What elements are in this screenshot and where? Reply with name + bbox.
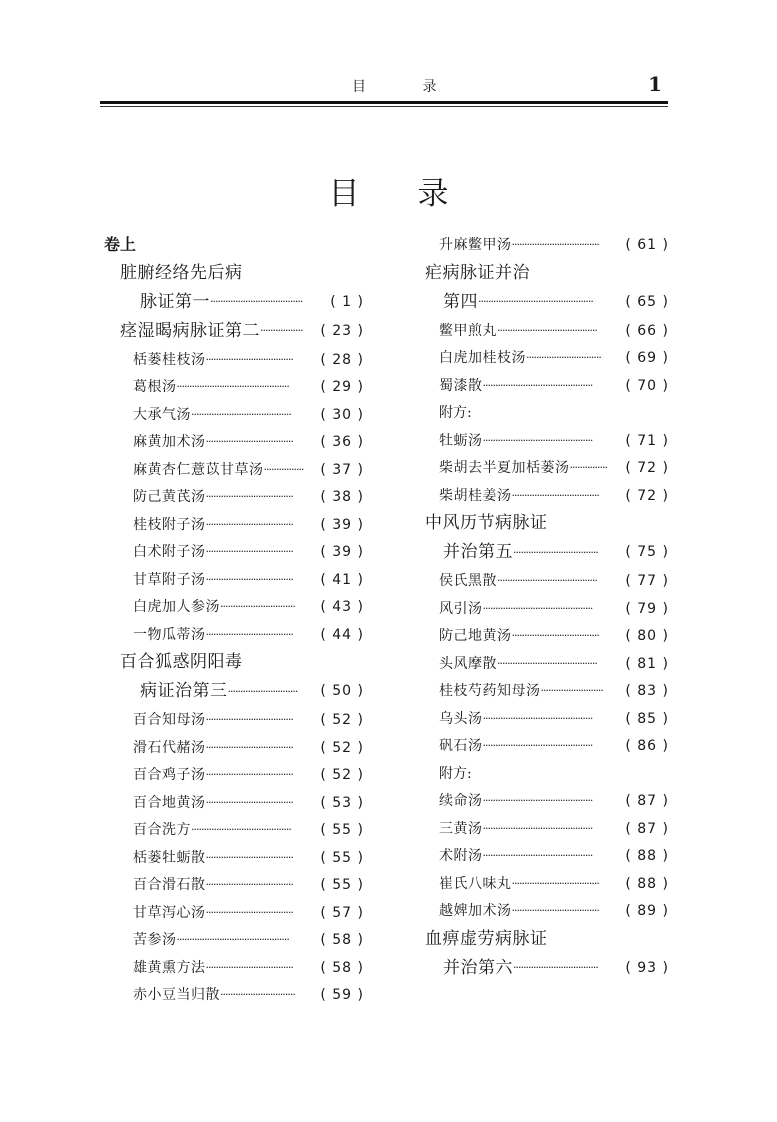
toc-entry-page: ( 75 ) bbox=[625, 544, 669, 560]
toc-entry-title bbox=[439, 347, 601, 369]
toc-entry-page: ( 65 ) bbox=[625, 293, 669, 310]
toc-entry-title-text: 滑石代赭汤 bbox=[133, 739, 206, 756]
header-rule-thin bbox=[100, 106, 668, 107]
dot-leader: ··································· bbox=[205, 905, 293, 919]
toc-entry-title-text: 防己黄芪汤 bbox=[133, 489, 206, 505]
toc-entry bbox=[423, 232, 669, 260]
dot-leader: ··············· bbox=[569, 461, 607, 474]
toc-entry-title bbox=[133, 764, 293, 786]
toc-entry-title-text: 白虎加人参汤 bbox=[133, 599, 220, 615]
dot-leader: ······························ bbox=[220, 988, 295, 1001]
toc-entry-title bbox=[425, 928, 548, 950]
toc-entry-title-text: 苦参汤 bbox=[133, 932, 177, 948]
toc-entry bbox=[104, 678, 364, 707]
toc-entry-page: ( 52 ) bbox=[320, 739, 364, 756]
dot-leader: ············································ bbox=[482, 378, 593, 392]
toc-entry-title bbox=[439, 790, 592, 812]
toc-entry-title bbox=[133, 792, 293, 814]
toc-entry bbox=[104, 845, 364, 873]
toc-entry-title bbox=[133, 541, 293, 563]
toc-entry-title-text: 风引汤 bbox=[439, 600, 483, 617]
dot-leader: ············································ bbox=[482, 601, 593, 615]
toc-entry-title-text: 头风摩散 bbox=[439, 655, 497, 672]
toc-entry-title bbox=[133, 847, 293, 869]
toc-entry-title-text: 百合滑石散 bbox=[133, 877, 206, 893]
dot-leader: ···························· bbox=[227, 684, 298, 698]
toc-entry bbox=[423, 788, 669, 816]
toc-entry bbox=[423, 706, 669, 734]
toc-entry-page: ( 87 ) bbox=[625, 820, 669, 837]
dot-leader: ················· bbox=[260, 324, 303, 337]
toc-entry-title-text: 附方: bbox=[439, 405, 472, 421]
toc-entry-title bbox=[425, 262, 530, 284]
toc-entry-title-text: 矾石汤 bbox=[439, 738, 483, 754]
toc-entry bbox=[104, 484, 364, 512]
toc-entry-title-text: 柴胡桂姜汤 bbox=[439, 487, 512, 504]
toc-entry-title-text: 栝蒌桂枝汤 bbox=[133, 351, 206, 368]
toc-entry bbox=[423, 898, 669, 926]
toc-entry bbox=[423, 483, 669, 511]
toc-entry-title-text: 甘草附子汤 bbox=[133, 571, 206, 588]
toc-entry-page: ( 55 ) bbox=[320, 822, 364, 838]
toc-entry bbox=[104, 347, 364, 375]
toc-entry-title-text: 续命汤 bbox=[439, 793, 483, 809]
toc-entry-page: ( 1 ) bbox=[330, 293, 364, 310]
toc-entry-title-text: 升麻鳖甲汤 bbox=[439, 237, 512, 253]
toc-entry-title bbox=[439, 818, 592, 840]
dot-leader: ·································· bbox=[513, 961, 598, 974]
toc-entry bbox=[423, 871, 669, 899]
toc-entry-page: ( 70 ) bbox=[625, 377, 669, 394]
toc-entry bbox=[104, 955, 364, 983]
toc-entry-page: ( 43 ) bbox=[320, 599, 364, 615]
toc-entry bbox=[104, 872, 364, 900]
toc-entry-page: ( 58 ) bbox=[320, 932, 364, 948]
toc-entry-title-text: 百合狐惑阴阳毒 bbox=[120, 652, 243, 672]
dot-leader: ········································ bbox=[191, 823, 291, 836]
toc-entry-title-text: 血痹虚劳病脉证 bbox=[425, 928, 548, 949]
toc-entry-title bbox=[133, 902, 293, 924]
dot-leader: ············································ bbox=[482, 821, 593, 835]
running-title: 目 录 bbox=[352, 79, 463, 95]
dot-leader: ········································ bbox=[497, 323, 597, 337]
dot-leader: ··································· bbox=[205, 435, 293, 448]
toc-entry-title-text: 中风历节病脉证 bbox=[425, 513, 548, 533]
toc-entry-title bbox=[120, 320, 302, 343]
page-number: 1 bbox=[648, 72, 662, 96]
toc-entry bbox=[423, 678, 669, 706]
toc-entry-page: ( 36 ) bbox=[320, 434, 364, 450]
toc-entry bbox=[423, 289, 669, 318]
toc-entry-title-text: 脏腑经络先后病 bbox=[120, 262, 243, 283]
dot-leader: ············································ bbox=[482, 849, 593, 862]
toc-entry-page: ( 79 ) bbox=[625, 600, 669, 617]
dot-leader: ··································· bbox=[511, 876, 599, 890]
toc-entry bbox=[104, 622, 364, 650]
toc-entry-title-text: 白术附子汤 bbox=[133, 544, 206, 560]
toc-entry-page: ( 55 ) bbox=[320, 849, 364, 866]
toc-entry bbox=[423, 651, 669, 679]
toc-entry-title bbox=[425, 512, 548, 534]
toc-entry-page: ( 39 ) bbox=[320, 516, 364, 533]
toc-entry bbox=[423, 539, 669, 568]
toc-entry-page: ( 30 ) bbox=[320, 406, 364, 423]
toc-entry-title bbox=[439, 570, 597, 592]
toc-entry-title bbox=[133, 957, 293, 979]
toc-entry bbox=[423, 455, 669, 483]
toc-entry-title-text: 桂枝附子汤 bbox=[133, 516, 206, 533]
toc-entry-page: ( 37 ) bbox=[320, 461, 364, 478]
toc-entry-page: ( 41 ) bbox=[320, 571, 364, 588]
toc-entry-title bbox=[439, 320, 597, 342]
dot-leader: ··································· bbox=[205, 572, 293, 586]
toc-entry-title bbox=[133, 709, 293, 731]
toc-entry-title bbox=[133, 569, 293, 591]
toc-entry-page: ( 38 ) bbox=[320, 489, 364, 505]
toc-entry-title-text: 卷上 bbox=[104, 235, 137, 254]
toc-entry-title-text: 桂枝芍药知母汤 bbox=[439, 683, 541, 699]
dot-leader: ··································· bbox=[205, 490, 293, 503]
toc-entry-title-text: 雄黄熏方法 bbox=[133, 959, 206, 976]
toc-entry-title-text: 葛根汤 bbox=[133, 379, 177, 395]
toc-entry-title bbox=[443, 541, 598, 564]
toc-entry-title bbox=[133, 459, 303, 481]
toc-entry bbox=[104, 289, 364, 318]
toc-entry-title bbox=[439, 680, 603, 702]
dot-leader: ··································· bbox=[205, 545, 293, 558]
dot-leader: ··································· bbox=[205, 768, 293, 781]
toc-entry-page: ( 44 ) bbox=[320, 626, 364, 643]
toc-entry-title-text: 痉湿暍病脉证第二 bbox=[120, 320, 260, 341]
dot-leader: ··································· bbox=[511, 904, 599, 917]
toc-entry bbox=[104, 735, 364, 763]
toc-entry-title-text: 崔氏八味丸 bbox=[439, 875, 512, 892]
toc-entry-title-text: 麻黄加术汤 bbox=[133, 434, 206, 450]
toc-entry-page: ( 71 ) bbox=[625, 432, 669, 449]
toc-entry-page: ( 50 ) bbox=[320, 683, 364, 699]
toc-entry bbox=[423, 318, 669, 346]
toc-entry-page: ( 81 ) bbox=[625, 655, 669, 672]
toc-left-column bbox=[104, 232, 364, 1010]
toc-entry bbox=[104, 260, 364, 289]
toc-entry-title bbox=[439, 653, 597, 675]
toc-entry-title bbox=[439, 598, 592, 620]
toc-entry-page: ( 88 ) bbox=[625, 848, 669, 864]
dot-leader: ········································ bbox=[497, 656, 597, 670]
dot-leader: ······························ bbox=[220, 600, 295, 613]
toc-entry-page: ( 39 ) bbox=[320, 544, 364, 560]
dot-leader: ··································· bbox=[205, 627, 293, 641]
toc-entry-page: ( 88 ) bbox=[625, 875, 669, 892]
toc-entry-title bbox=[120, 651, 243, 673]
toc-entry-page: ( 86 ) bbox=[625, 738, 669, 754]
dot-leader: ··································· bbox=[205, 795, 293, 809]
toc-entry-page: ( 89 ) bbox=[625, 903, 669, 919]
dot-leader: ··································· bbox=[205, 352, 293, 366]
toc-entry bbox=[423, 955, 669, 984]
toc-entry bbox=[104, 429, 364, 457]
toc-entry-title bbox=[120, 262, 243, 284]
toc-entry-title bbox=[439, 708, 592, 730]
toc-entry-title bbox=[439, 735, 592, 757]
toc-entry bbox=[423, 510, 669, 539]
toc-entry-title-text: 侯氏黑散 bbox=[439, 573, 497, 589]
toc-entry-page: ( 93 ) bbox=[625, 959, 669, 976]
dot-leader: ··································· bbox=[511, 238, 599, 251]
toc-entry-page: ( 87 ) bbox=[625, 793, 669, 809]
toc-entry-title bbox=[133, 929, 289, 951]
dot-leader: ··································· bbox=[511, 629, 599, 642]
dot-leader: ············································ bbox=[482, 711, 593, 725]
toc-entry-page: ( 66 ) bbox=[625, 322, 669, 339]
toc-entry-title bbox=[133, 596, 295, 618]
toc-entry-page: ( 83 ) bbox=[625, 683, 669, 699]
toc-entry-title bbox=[140, 680, 297, 703]
toc-entry-title bbox=[140, 291, 302, 314]
toc-entry-page: ( 61 ) bbox=[625, 237, 669, 253]
toc-entry-title bbox=[133, 349, 293, 371]
dot-leader: ··································· bbox=[205, 740, 293, 754]
toc-entry bbox=[104, 707, 364, 735]
header-rule-thick bbox=[100, 101, 668, 104]
toc-entry-page: ( 69 ) bbox=[625, 350, 669, 366]
toc-entry bbox=[104, 649, 364, 678]
toc-entry bbox=[423, 761, 669, 789]
toc-entry-page: ( 77 ) bbox=[625, 573, 669, 589]
toc-entry-title-text: 疟病脉证并治 bbox=[425, 262, 530, 283]
toc-entry-title-text: 大承气汤 bbox=[133, 406, 191, 423]
dot-leader: ······························ bbox=[526, 351, 601, 364]
toc-entry-title-text: 脉证第一 bbox=[140, 291, 210, 312]
toc-entry-title-text: 并治第五 bbox=[443, 542, 513, 562]
dot-leader: ················ bbox=[263, 462, 304, 476]
toc-entry-title bbox=[443, 291, 593, 314]
dot-leader: ············································· bbox=[176, 933, 289, 946]
dot-leader: ··································· bbox=[205, 850, 293, 864]
toc-entry-title bbox=[439, 234, 599, 256]
toc-entry-title bbox=[439, 873, 599, 895]
toc-entry bbox=[104, 762, 364, 790]
toc-entry bbox=[423, 400, 669, 428]
toc-entry-title bbox=[439, 402, 472, 424]
toc-entry-page: ( 52 ) bbox=[320, 712, 364, 728]
dot-leader: ············································ bbox=[482, 433, 593, 447]
toc-entry-title bbox=[439, 485, 599, 507]
toc-entry-title bbox=[133, 624, 293, 646]
toc-title: 目录 bbox=[328, 176, 507, 212]
toc-entry-title bbox=[443, 957, 598, 980]
dot-leader: ··································· bbox=[511, 488, 599, 502]
toc-entry-title bbox=[439, 900, 599, 922]
toc-entry-title-text: 柴胡去半夏加栝蒌汤 bbox=[439, 460, 570, 476]
toc-entry-title-text: 百合鸡子汤 bbox=[133, 767, 206, 783]
toc-entry-title bbox=[133, 404, 291, 426]
dot-leader: ········································ bbox=[497, 574, 597, 587]
toc-entry-page: ( 23 ) bbox=[320, 322, 364, 339]
toc-entry-title-text: 蜀漆散 bbox=[439, 377, 483, 394]
dot-leader: ··································· bbox=[205, 878, 293, 891]
toc-entry-title-text: 牡蛎汤 bbox=[439, 432, 483, 449]
toc-entry-title bbox=[133, 984, 295, 1006]
toc-entry bbox=[104, 402, 364, 430]
toc-entry bbox=[423, 568, 669, 596]
dot-leader: ············································ bbox=[482, 739, 593, 752]
toc-entry-title-text: 第四 bbox=[443, 291, 478, 312]
toc-entry-title-text: 鳖甲煎丸 bbox=[439, 322, 497, 339]
toc-entry-page: ( 55 ) bbox=[320, 877, 364, 893]
toc-entry bbox=[104, 232, 364, 260]
dot-leader: ············································· bbox=[176, 380, 289, 393]
toc-entry-page: ( 59 ) bbox=[320, 987, 364, 1003]
toc-entry-page: ( 52 ) bbox=[320, 767, 364, 783]
toc-entry bbox=[423, 843, 669, 871]
toc-entry bbox=[104, 539, 364, 567]
toc-entry bbox=[104, 594, 364, 622]
toc-entry bbox=[423, 373, 669, 401]
toc-entry bbox=[104, 982, 364, 1010]
toc-entry-title-text: 并治第六 bbox=[443, 957, 513, 978]
toc-entry-title bbox=[439, 845, 592, 867]
toc-entry bbox=[104, 900, 364, 928]
running-header bbox=[100, 72, 668, 100]
dot-leader: ··································· bbox=[205, 713, 293, 726]
toc-entry bbox=[423, 733, 669, 761]
toc-entry-title-text: 术附汤 bbox=[439, 848, 483, 864]
toc-entry bbox=[423, 428, 669, 456]
toc-entry-title-text: 一物瓜蒂汤 bbox=[133, 626, 206, 643]
toc-entry-page: ( 58 ) bbox=[320, 959, 364, 976]
toc-entry bbox=[104, 374, 364, 402]
toc-entry-title bbox=[439, 625, 599, 647]
toc-entry bbox=[104, 817, 364, 845]
toc-entry-title-text: 防己地黄汤 bbox=[439, 628, 512, 644]
toc-entry-title bbox=[133, 486, 293, 508]
toc-entry-title bbox=[439, 457, 607, 479]
toc-entry bbox=[104, 567, 364, 595]
toc-entry-page: ( 53 ) bbox=[320, 794, 364, 811]
toc-entry-title-text: 百合洗方 bbox=[133, 822, 191, 838]
toc-entry bbox=[423, 596, 669, 624]
toc-entry bbox=[423, 260, 669, 289]
toc-entry-page: ( 85 ) bbox=[625, 710, 669, 727]
toc-entry-title bbox=[439, 763, 472, 785]
toc-entry-title bbox=[104, 234, 136, 256]
toc-entry bbox=[423, 816, 669, 844]
toc-entry-title-text: 越婢加术汤 bbox=[439, 903, 512, 919]
toc-entry bbox=[423, 345, 669, 373]
toc-entry-title-text: 栝蒌牡蛎散 bbox=[133, 849, 206, 866]
dot-leader: ····································· bbox=[210, 295, 303, 308]
toc-entry-title-text: 附方: bbox=[439, 765, 472, 782]
toc-right-column bbox=[423, 232, 669, 984]
toc-entry-title bbox=[133, 376, 289, 398]
toc-entry-title-text: 白虎加桂枝汤 bbox=[439, 350, 526, 366]
toc-entry-title bbox=[133, 819, 291, 841]
toc-entry-page: ( 72 ) bbox=[625, 487, 669, 504]
toc-entry-title-text: 赤小豆当归散 bbox=[133, 987, 220, 1003]
toc-entry-title-text: 百合地黄汤 bbox=[133, 794, 206, 811]
toc-entry bbox=[423, 926, 669, 955]
toc-entry-page: ( 72 ) bbox=[625, 460, 669, 476]
toc-entry-title bbox=[133, 514, 293, 536]
toc-entry-title-text: 百合知母汤 bbox=[133, 712, 206, 728]
dot-leader: ············································ bbox=[482, 794, 593, 807]
toc-entry-title bbox=[133, 874, 293, 896]
toc-entry-page: ( 29 ) bbox=[320, 379, 364, 395]
toc-entry-title-text: 麻黄杏仁薏苡甘草汤 bbox=[133, 461, 264, 478]
dot-leader: ········································ bbox=[191, 407, 291, 421]
toc-entry bbox=[104, 512, 364, 540]
toc-entry-title bbox=[439, 375, 592, 397]
toc-entry-page: ( 28 ) bbox=[320, 351, 364, 368]
toc-entry-page: ( 57 ) bbox=[320, 904, 364, 921]
toc-entry-page: ( 80 ) bbox=[625, 628, 669, 644]
toc-entry-title-text: 乌头汤 bbox=[439, 710, 483, 727]
dot-leader: ··································· bbox=[205, 960, 293, 974]
toc-entry bbox=[104, 318, 364, 347]
dot-leader: ·············································· bbox=[478, 295, 593, 308]
toc-entry-title-text: 病证治第三 bbox=[140, 681, 228, 701]
dot-leader: ·································· bbox=[513, 545, 598, 559]
toc-entry-title bbox=[133, 431, 293, 453]
toc-entry-title-text: 三黄汤 bbox=[439, 820, 483, 837]
toc-entry bbox=[104, 790, 364, 818]
toc-entry bbox=[104, 457, 364, 485]
toc-entry-title bbox=[439, 430, 592, 452]
toc-entry bbox=[423, 623, 669, 651]
dot-leader: ··································· bbox=[205, 517, 293, 531]
toc-entry-title bbox=[133, 737, 293, 759]
toc-entry-title-text: 甘草泻心汤 bbox=[133, 904, 206, 921]
toc-entry bbox=[104, 927, 364, 955]
dot-leader: ························· bbox=[540, 684, 603, 697]
